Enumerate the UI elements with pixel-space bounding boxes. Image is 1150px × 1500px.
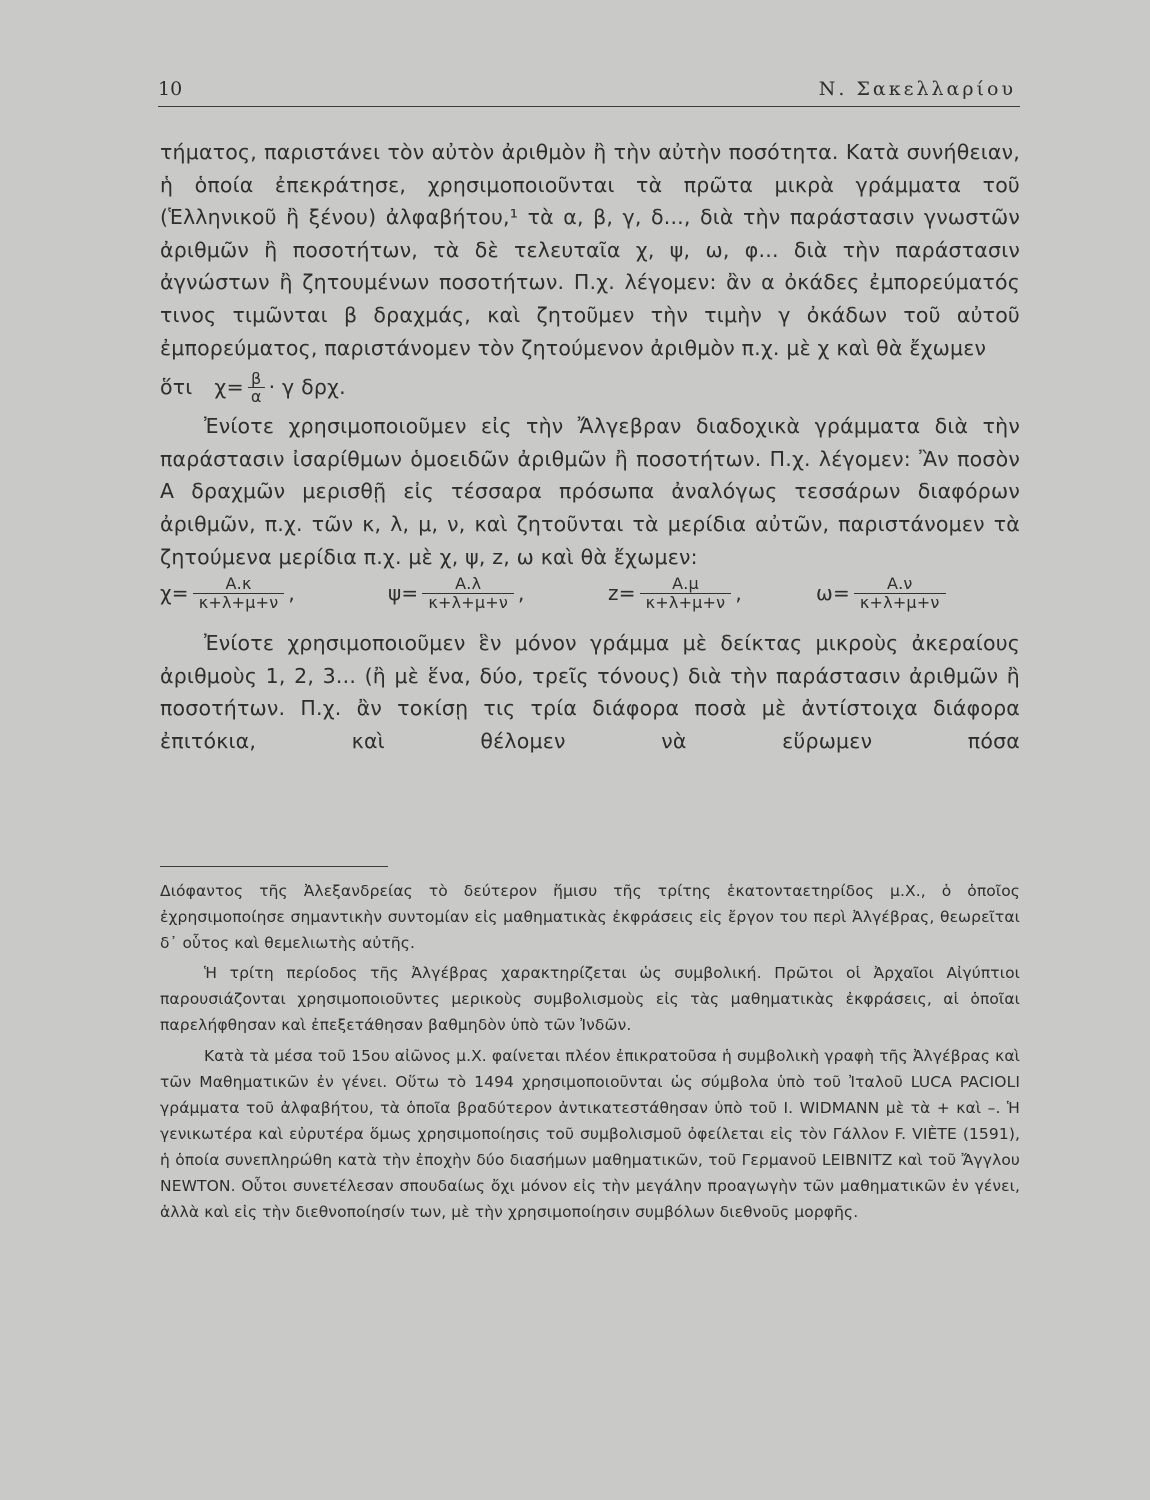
- eq-lead: ὅτι: [160, 374, 193, 399]
- formula-denominator: κ+λ+μ+ν: [640, 593, 732, 612]
- share-formulas: [160, 575, 1020, 625]
- formula-numerator: Α.κ: [225, 574, 252, 594]
- page-number: 10: [158, 78, 183, 100]
- footnote-2: Ἡ τρίτη περίοδος τῆς Ἀλγέβρας χαρακτηρίζεται ὡς συμβολική. Πρῶτοι οἱ Ἀρχαῖοι Αἰγύπτιοι παρουσιάζονται χρησιμοποιοῦντες μερικοὺς συμβολισμοὺς εἰς τὰς μαθηματικὰς ἐκφράσεις, αἱ ὁποῖαι παρελήφθησαν καὶ ἐπεξετάθησαν βαθμηδὸν ὑπὸ τῶν Ἰνδῶν.: [160, 964, 1020, 1035]
- formula-separator: ,: [735, 581, 742, 606]
- eq-numerator: β: [251, 368, 262, 388]
- formula-omega: [816, 575, 950, 612]
- eq-lhs: χ: [214, 374, 227, 399]
- formula-fraction: [854, 575, 946, 612]
- formula-denominator: κ+λ+μ+ν: [854, 593, 946, 612]
- formula-chi: [160, 575, 295, 612]
- formula-numerator: Α.ν: [886, 574, 913, 594]
- running-head-author: Ν. Σακελλαρίου: [818, 78, 1016, 100]
- eq-denominator: α: [248, 387, 265, 405]
- formula-separator: ,: [288, 581, 295, 606]
- formula-separator: ,: [518, 581, 525, 606]
- running-header: [158, 78, 1020, 104]
- equation-price: [160, 364, 1020, 410]
- formula-fraction: [640, 575, 732, 612]
- formula-fraction: [422, 575, 514, 612]
- formula-equals: =: [618, 581, 636, 606]
- formula-fraction: [193, 575, 285, 612]
- formula-denominator: κ+λ+μ+ν: [422, 593, 514, 612]
- formula-equals: =: [832, 581, 850, 606]
- footnote-3: Κατὰ τὰ μέσα τοῦ 15ου αἰῶνος μ.Χ. φαίνεται πλέον ἐπικρατοῦσα ἡ συμβολικὴ γραφὴ τῆς Ἀλγέβρας καὶ τῶν Μαθηματικῶν ἐν γένει. Οὕτω τὸ 1494 χρησιμοποιοῦνται ὡς σύμβολα ὑπὸ τοῦ Ἰταλοῦ LUCA PACIOLI γράμματα τοῦ ἀλφαβήτου, τὰ ὁποῖα βραδύτερον ἀντικατεστάθησαν ὑπὸ τοῦ I. WIDMANN μὲ τὰ + καὶ –. Ἡ γενικωτέρα καὶ εὐρυτέρα ὅμως χρησιμοποίησις τοῦ συμβολισμοῦ ὀφείλεται εἰς τὸν Γάλλον F. VIÈTE (1591), ἡ ὁποία συνεπληρώθη κατὰ τὴν ἐποχὴν δύο διασήμων μαθηματικῶν, τοῦ Γερμανοῦ LEIBNITZ καὶ τοῦ Ἄγγλου NEWTON. Οὗτοι συνετέλεσαν σπουδαίως ὄχι μόνον εἰς τὴν μεγάλην προαγωγὴν τῶν μαθηματικῶν ἐν γένει, ἀλλὰ καὶ εἰς τὴν διεθνοποίησίν των, μὲ τὴν χρησιμοποίησιν συμβόλων διεθνοῦς μορφῆς.: [160, 1046, 1020, 1222]
- footnotes: [160, 878, 1020, 1229]
- footnote-rule: [160, 866, 388, 867]
- formula-numerator: Α.μ: [672, 574, 699, 594]
- paragraph-2: Ἐνίοτε χρησιμοποιοῦμεν εἰς τὴν Ἄλγεβραν διαδοχικὰ γράμματα διὰ τὴν παράστασιν ἰσαρίθμων ὁμοειδῶν ἀριθμῶν ἢ ποσοτήτων. Π.χ. λέγομεν: Ἂν ποσὸν Α δραχμῶν μερισθῇ εἰς τέσσαρα πρόσωπα ἀναλόγως τεσσάρων διαφόρων ἀριθμῶν, π.χ. τῶν κ, λ, μ, ν, καὶ ζητοῦνται τὰ μερίδια αὐτῶν, παριστάνομεν τὰ ζητούμενα μερίδια π.χ. μὲ χ, ψ, z, ω καὶ θὰ ἔχωμεν:: [160, 414, 1020, 569]
- eq-equals: =: [226, 374, 244, 399]
- formula-lhs: ω: [816, 581, 833, 606]
- formula-denominator: κ+λ+μ+ν: [193, 593, 285, 612]
- formula-psi: [388, 575, 525, 612]
- paragraph-3: Ἐνίοτε χρησιμοποιοῦμεν ἓν μόνον γράμμα μὲ δείκτας μικροὺς ἀκεραίους ἀριθμοὺς 1, 2, 3... (ἢ μὲ ἕνα, δύο, τρεῖς τόνους) διὰ τὴν παράστασιν ἀριθμῶν ἢ ποσοτήτων. Π.χ. ἂν τοκίσῃ τις τρία διάφορα ποσὰ μὲ ἀντίστοιχα διάφορα ἐπιτόκια, καὶ θέλομεν νὰ εὕρωμεν πόσα: [160, 631, 1020, 753]
- formula-numerator: Α.λ: [455, 574, 482, 594]
- formula-equals: =: [171, 581, 189, 606]
- header-rule: [158, 106, 1020, 107]
- formula-lhs: χ: [160, 581, 172, 606]
- eq-fraction: [248, 370, 265, 405]
- formula-z: [608, 575, 742, 612]
- paragraph-1: τήματος, παριστάνει τὸν αὐτὸν ἀριθμὸν ἢ τὴν αὐτὴν ποσότητα. Κατὰ συνήθειαν, ἡ ὁποία ἐπεκράτησε, χρησιμοποιοῦνται τὰ πρῶτα μικρὰ γράμματα τοῦ (Ἑλληνικοῦ ἢ ξένου) ἀλφαβήτου,¹ τὰ α, β, γ, δ..., διὰ τὴν παράστασιν γνωστῶν ἀριθμῶν ἢ ποσοτήτων, τὰ δὲ τελευταῖα χ, ψ, ω, φ... διὰ τὴν παράστασιν ἀγνώστων ἢ ζητουμένων ποσοτήτων. Π.χ. λέγομεν: ἂν α ὀκάδες ἐμπορεύματός τινος τιμῶνται β δραχμάς, καὶ ζητοῦμεν τὴν τιμὴν γ ὀκάδων τοῦ αὐτοῦ ἐμπορεύματος, παριστάνομεν τὸν ζητούμενον ἀριθμὸν π.χ. μὲ χ καὶ θὰ ἔχωμεν: [160, 140, 1020, 360]
- formula-lhs: ψ: [388, 581, 402, 606]
- eq-tail: · γ δρχ.: [268, 374, 346, 399]
- formula-equals: =: [401, 581, 419, 606]
- formula-lhs: z: [608, 581, 619, 606]
- main-text: [160, 136, 1020, 758]
- footnote-1: Διόφαντος τῆς Ἀλεξανδρείας τὸ δεύτερον ἥμισυ τῆς τρίτης ἑκατονταετηρίδος μ.Χ., ὁ ὁποῖος ἐχρησιμοποίησε σημαντικὴν συντομίαν εἰς μαθηματικὰς ἐκφράσεις εἰς ἔργον του περὶ Ἀλγέβρας, θεωρεῖται δ᾽ οὗτος καὶ θεμελιωτὴς αὐτῆς.: [160, 882, 1020, 953]
